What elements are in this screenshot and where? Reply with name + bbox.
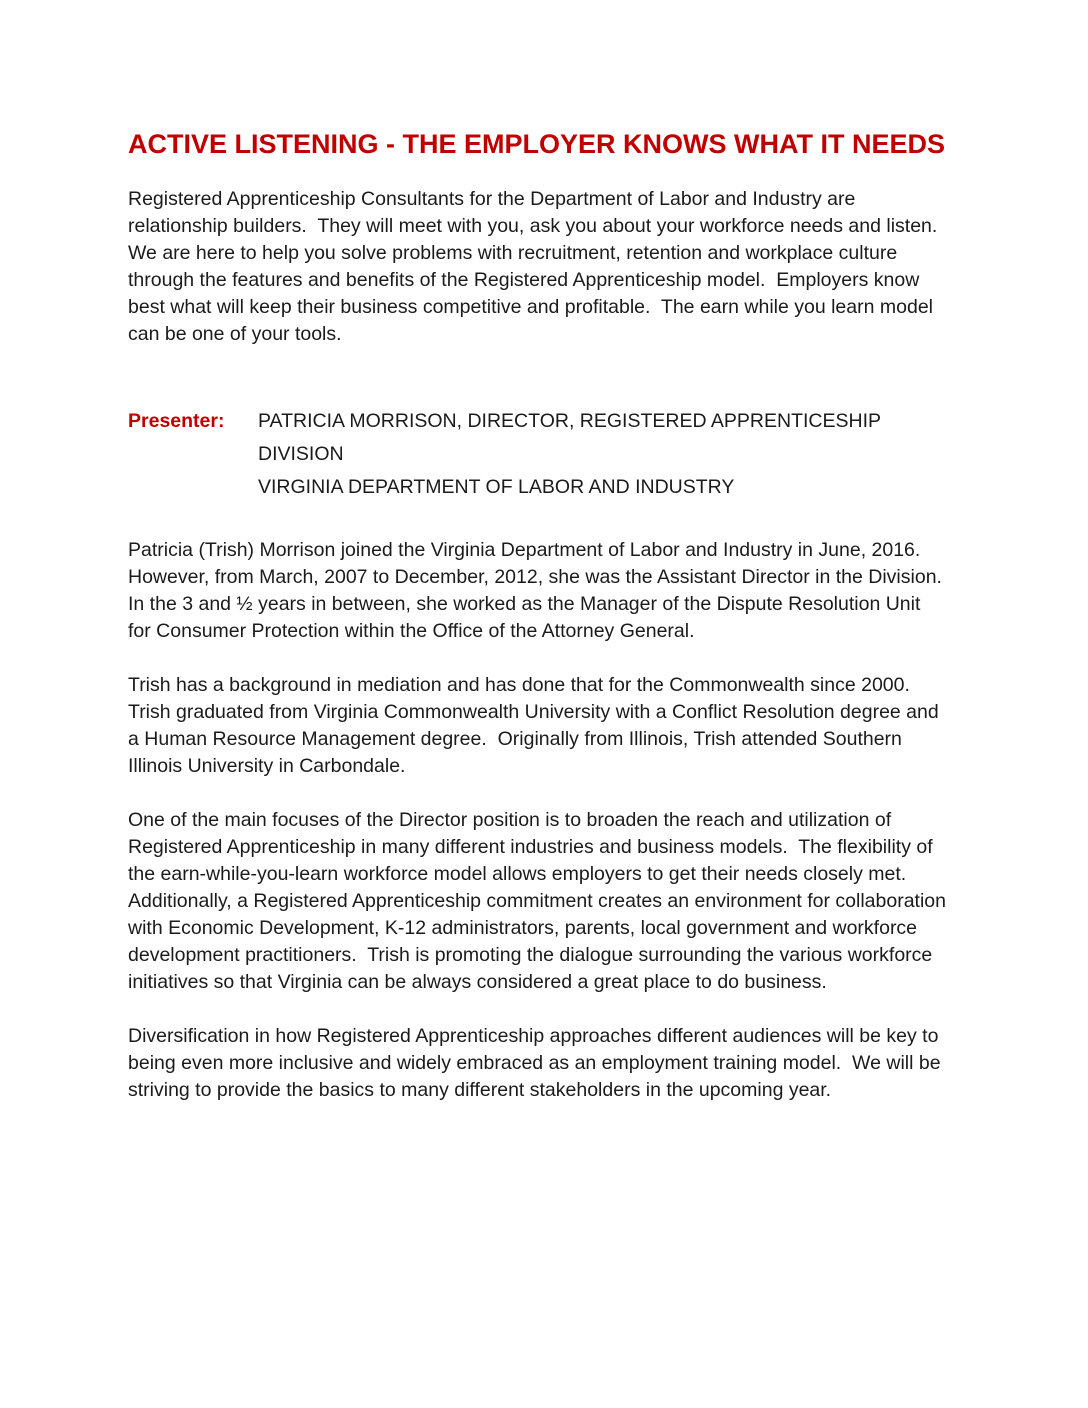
intro-paragraph: Registered Apprenticeship Consultants for the Department of Labor and Industry are relationship builders. They will meet with you, ask you about your workforce needs and listen. We are here to help you solve problems with recruitment, retention and workplace culture through the features and benefits of the Registered Apprenticeship model. Employers know best what will keep their business competitive and profitable. The earn while you learn model can be one of your tools.	[128, 188, 949, 345]
presenter-block	[128, 405, 946, 504]
director-focus-paragraph: One of the main focuses of the Director position is to broaden the reach and utilization of Registered Apprenticeship in many different industries and business models. The flexibility of the earn-while-you-learn workforce model allows employers to get their needs closely met. Additionally, a Registered Apprenticeship commitment creates an environment for collaboration with Economic Development, K-12 administrators, parents, local government and workforce development practitioners. Trish is promoting the dialogue surrounding the various workforce initiatives so that Virginia can be always considered a great place to do business.	[128, 809, 952, 993]
document-title: ACTIVE LISTENING - THE EMPLOYER KNOWS WHAT IT NEEDS	[128, 129, 946, 159]
presenter-info	[258, 405, 946, 504]
bio-paragraph-2: Trish has a background in mediation and has done that for the Commonwealth since 2000. Trish graduated from Virginia Commonwealth University with a Conflict Resolution degree and a Human Resource Management degree. Originally from Illinois, Trish attended Southern Illinois University in Carbondale.	[128, 674, 945, 777]
closing-paragraph: Diversification in how Registered Apprenticeship approaches different audiences will be key to being even more inclusive and widely embraced as an employment training model. We will be striving to provide the basics to many different stakeholders in the upcoming year.	[128, 1025, 946, 1101]
bio-paragraph-1: Patricia (Trish) Morrison joined the Virginia Department of Labor and Industry in June, 2016. However, from March, 2007 to December, 2012, she was the Assistant Director in the Division. In the 3 and ½ years in between, she worked as the Manager of the Dispute Resolution Unit for Consumer Protection within the Office of the Attorney General.	[128, 539, 953, 642]
presenter-name-title: PATRICIA MORRISON, DIRECTOR, REGISTERED APPRENTICESHIP DIVISION	[258, 410, 887, 465]
presenter-label: Presenter:	[128, 410, 225, 432]
presenter-organization: VIRGINIA DEPARTMENT OF LABOR AND INDUSTRY	[258, 476, 735, 498]
